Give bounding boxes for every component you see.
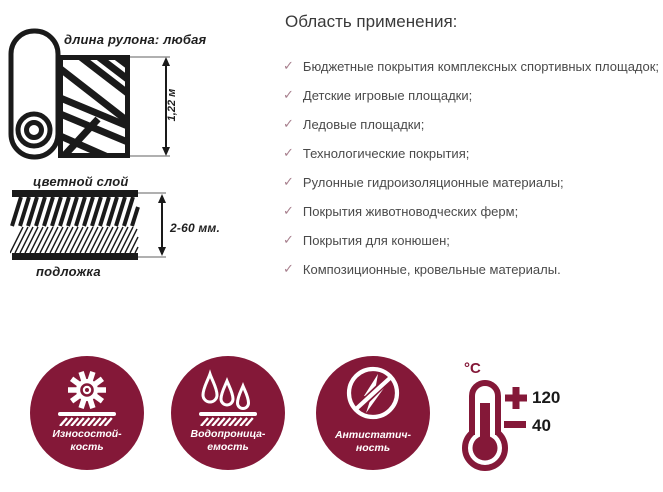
application-label: Ледовые площадки; xyxy=(302,117,425,132)
check-icon: ✓ xyxy=(283,203,294,218)
badge-label xyxy=(335,429,411,455)
list-item xyxy=(283,197,653,226)
backing-label: подложка xyxy=(36,264,101,279)
temperature-max-value: 120 xyxy=(532,388,561,407)
application-label: Бюджетные покрытия комплексных спортивных площадок; xyxy=(302,59,660,74)
list-item xyxy=(283,81,653,110)
application-label: Технологические покрытия; xyxy=(302,146,470,161)
badge-label-line: Водопроница- xyxy=(190,428,266,440)
badge-label-line: Износостой- xyxy=(52,428,122,440)
plus-icon xyxy=(505,387,527,409)
check-icon: ✓ xyxy=(283,232,294,247)
abrasion-gear-icon xyxy=(52,368,122,426)
list-item xyxy=(283,110,653,139)
badge-water-permeability xyxy=(171,356,285,470)
thickness-label: 2-60 мм. xyxy=(170,221,221,235)
minus-icon xyxy=(504,421,526,428)
badge-label-line: Антистатич- xyxy=(334,429,412,441)
applications-title: Область применения: xyxy=(285,12,458,31)
antistatic-icon xyxy=(338,363,408,427)
application-label: Покрытия животноводческих ферм; xyxy=(302,204,519,219)
application-label: Детские игровые площадки; xyxy=(302,88,473,103)
application-label: Рулонные гидроизоляционные материалы; xyxy=(302,175,564,190)
check-icon: ✓ xyxy=(283,145,294,160)
list-item xyxy=(283,226,653,255)
application-label: Композиционные, кровельные материалы. xyxy=(302,262,561,277)
roll-diagram-icon xyxy=(8,28,208,168)
badge-label xyxy=(191,428,266,454)
color-layer-label: цветной слой xyxy=(33,174,129,189)
roll-width-label: 1,22 м xyxy=(166,88,178,122)
badge-wear-resistance xyxy=(30,356,144,470)
applications-list xyxy=(283,52,660,284)
check-icon: ✓ xyxy=(283,58,294,73)
application-label: Покрытия для конюшен; xyxy=(302,233,450,248)
badge-label-line: кость xyxy=(70,441,104,453)
list-item xyxy=(283,255,653,284)
badge-label-line: емость xyxy=(207,441,249,453)
list-item xyxy=(283,52,660,81)
check-icon: ✓ xyxy=(283,261,294,276)
list-item xyxy=(283,168,653,197)
badge-label xyxy=(52,428,121,454)
badge-antistatic xyxy=(316,356,430,470)
list-item xyxy=(283,139,653,168)
badge-label-line: ность xyxy=(355,442,391,454)
water-drops-icon xyxy=(193,368,263,426)
temperature-min-value: 40 xyxy=(532,416,551,435)
roll-length-label: длина рулона: любая xyxy=(64,32,207,47)
temperature-unit-label: °C xyxy=(464,360,481,377)
check-icon: ✓ xyxy=(283,116,294,131)
check-icon: ✓ xyxy=(283,174,294,189)
check-icon: ✓ xyxy=(283,87,294,102)
